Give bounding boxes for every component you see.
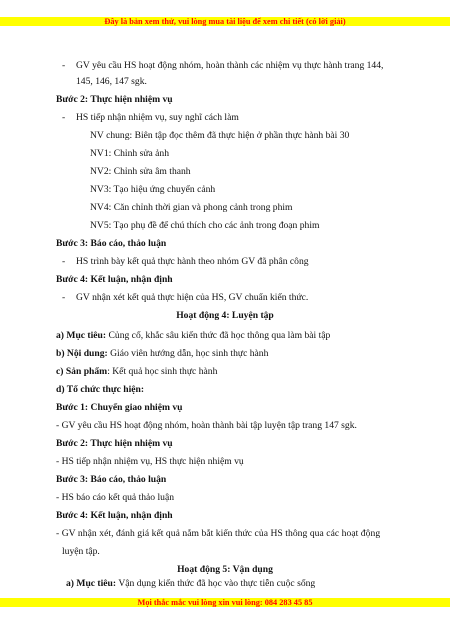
objective-text: Củng cố, khắc sâu kiến thức đã học thông qua làm bài tập [106, 330, 331, 341]
text-line: - GV nhận xét, đánh giá kết quả nắm bắt kiến thức của HS thông qua các hoạt động [56, 528, 381, 539]
task-item: NV3: Tạo hiệu ứng chuyển cảnh [90, 184, 216, 195]
step-heading: Bước 3: Báo cáo, thảo luận [56, 238, 167, 249]
header-banner-text: Đây là bản xem thử, vui lòng mua tài liệu để xem chi tiết (có lời giải) [104, 17, 346, 26]
bullet: - [62, 112, 66, 123]
objective-line [56, 330, 330, 342]
task-item: NV4: Căn chỉnh thời gian và phong cảnh trong phim [90, 202, 293, 213]
text-line: GV yêu cầu HS hoạt động nhóm, hoàn thành các nhiệm vụ thực hành trang 144, [76, 60, 384, 71]
step-heading: Bước 4: Kết luận, nhận định [56, 510, 173, 521]
content-label: b) Nội dung: [56, 348, 108, 359]
text-line: NV chung: Biên tập đọc thêm đã thực hiện ở phần thực hành bài 30 [90, 130, 350, 141]
bullet: - [62, 292, 66, 303]
text-line: - HS tiếp nhận nhiệm vụ, HS thực hiện nhiệm vụ [56, 456, 244, 467]
text-line: - HS báo cáo kết quả thảo luận [56, 492, 175, 503]
organize-heading: d) Tổ chức thực hiện: [56, 384, 145, 395]
task-item: NV1: Chỉnh sửa ảnh [90, 148, 170, 159]
section-heading: Hoạt động 4: Luyện tập [176, 310, 274, 321]
footer-banner-text: Mọi thắc mắc vui lòng xin vui lòng: 084 283 45 85 [137, 598, 313, 607]
objective-label: a) Mục tiêu: [56, 330, 107, 341]
text-line: 145, 146, 147 sgk. [76, 76, 147, 87]
objective-text: Vận dụng kiến thức đã học vào thực tiễn cuộc sống [116, 578, 316, 589]
footer-banner [0, 598, 450, 607]
step-heading: Bước 2: Thực hiện nhiệm vụ [56, 438, 173, 449]
product-text: : Kết quả học sinh thực hành [107, 366, 218, 377]
step-heading: Bước 2: Thực hiện nhiệm vụ [56, 94, 173, 105]
content-line [56, 348, 268, 360]
text-line: HS tiếp nhận nhiệm vụ, suy nghĩ cách làm [76, 112, 239, 123]
header-banner [0, 17, 450, 26]
objective-label: a) Mục tiêu: [66, 578, 117, 589]
text-line: GV nhận xét kết quả thực hiện của HS, GV chuẩn kiến thức. [76, 292, 309, 303]
step-heading: Bước 3: Báo cáo, thảo luận [56, 474, 167, 485]
task-item: NV5: Tạo phụ đề để chú thích cho các ảnh trong đoạn phim [90, 220, 320, 231]
text-line: - GV yêu cầu HS hoạt động nhóm, hoàn thành bài tập luyện tập trang 147 sgk. [56, 420, 357, 431]
bullet: - [62, 256, 66, 267]
bullet: - [62, 60, 66, 71]
text-line: luyện tập. [62, 546, 100, 557]
task-item: NV2: Chỉnh sửa âm thanh [90, 166, 191, 177]
content-text: Giáo viên hướng dẫn, học sinh thực hành [107, 348, 269, 359]
text-line: HS trình bày kết quả thực hành theo nhóm GV đã phân công [76, 256, 309, 267]
step-heading: Bước 4: Kết luận, nhận định [56, 274, 173, 285]
step-heading: Bước 1: Chuyển giao nhiệm vụ [56, 402, 183, 413]
product-label: c) Sản phẩm [56, 366, 108, 377]
objective-line [66, 578, 315, 590]
product-line [56, 366, 217, 378]
section-heading: Hoạt động 5: Vận dụng [177, 564, 273, 575]
